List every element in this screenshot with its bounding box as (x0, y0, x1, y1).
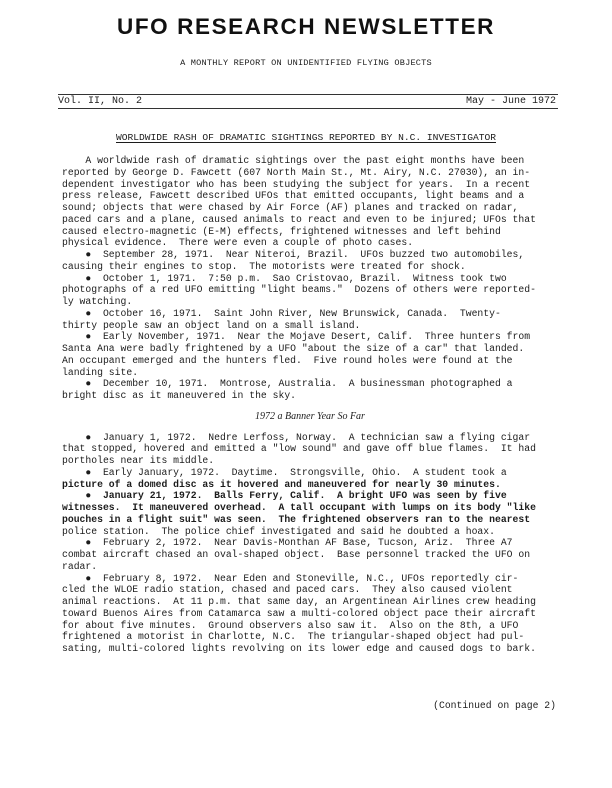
article-headline: WORLDWIDE RASH OF DRAMATIC SIGHTINGS REPORTED BY N.C. INVESTIGATOR (116, 132, 496, 143)
header-rule-top (58, 94, 558, 95)
issue-date: May - June 1972 (465, 96, 556, 107)
text-line: sating, multi-colored lights revolving on its lower edge and caused dogs to bark. (62, 643, 536, 654)
sightings-1971 (62, 249, 558, 402)
text-line: sound; objects that were chased by Air Force (AF) planes and tracked on radar, (62, 202, 519, 213)
text-line: dependent investigator who has been studying the subject for years. In a recent (62, 178, 531, 190)
newsletter-subtitle: A MONTHLY REPORT ON UNIDENTIFIED FLYING OBJECTS (180, 58, 432, 68)
text-line: Santa Ana were badly frightened by a UFO "about the size of a car" that landed. (62, 343, 525, 354)
text-line: frightened a motorist in Charlotte, N.C. The triangular-shaped object had pul- (62, 631, 525, 643)
text-line: that stopped, hovered and emitted a "low sound" and gave off blue flames. It had (62, 443, 536, 455)
article-body (62, 155, 558, 655)
text-line: ● Early November, 1971. Near the Mojave Desert, Calif. Three hunters from (62, 331, 531, 343)
sightings-1972 (62, 432, 558, 655)
intro-paragraph (62, 155, 558, 249)
text-line: An occupant emerged and the hunters fled. Five round holes were found at the (62, 354, 513, 366)
text-line: radar. (62, 560, 98, 572)
text-line: ● Early January, 1972. Daytime. Strongsville, Ohio. A student took a (62, 466, 507, 478)
text-line: ● February 2, 1972. Near Davis-Monthan AF Base, Tucson, Ariz. Three A7 (62, 537, 513, 549)
text-line: landing site. (62, 366, 139, 378)
text-line: reported by George D. Fawcett (607 North Main St., Mt. Airy, N.C. 27030), an in- (62, 166, 531, 178)
text-line: bright disc as it maneuvered in the sky. (62, 390, 297, 401)
text-line: toward Buenos Aires from Catamarca saw a multi-colored object pace their aircraft (62, 607, 536, 619)
text-line: picture of a domed disc as it hovered and maneuvered for nearly 30 minutes. (62, 478, 501, 490)
text-line: ● January 21, 1972. Balls Ferry, Calif. A bright UFO was seen by five (62, 490, 507, 502)
continued-note: (Continued on page 2) (433, 700, 556, 711)
text-line: animal reactions. At 11 p.m. that same day, an Argentinean Airlines crew heading (62, 596, 536, 607)
text-line: for about five minutes. Ground observers also saw it. Also on the 8th, a UFO (62, 619, 519, 631)
text-line: portholes near its middle. (62, 455, 215, 466)
text-line: photographs of a red UFO emitting "light beams." Dozens of others were reported- (62, 284, 536, 296)
newsletter-title: UFO RESEARCH NEWSLETTER (116, 14, 496, 39)
text-line: ● September 28, 1971. Near Niteroi, Brazil. UFOs buzzed two automobiles, (62, 249, 525, 260)
text-line: witnesses. It maneuvered overhead. A tall occupant with lumps on its body "like (62, 502, 536, 513)
text-line: A worldwide rash of dramatic sightings over the past eight months have been (62, 155, 525, 166)
volume-number: Vol. II, No. 2 (58, 96, 143, 107)
text-line: ● October 16, 1971. Saint John River, New Brunswick, Canada. Twenty- (62, 307, 501, 319)
text-line: ● December 10, 1971. Montrose, Australia. A businessman photographed a (62, 378, 513, 390)
text-line: paced cars and a plane, caused animals to react and even to be injured; UFOs that (62, 213, 536, 225)
text-line: cled the WLOE radio station, chased and paced cars. They also caused violent (62, 584, 513, 596)
text-line: ly watching. (62, 296, 133, 307)
text-line: pouches in a flight suit" was seen. The frightened observers ran to the nearest (62, 513, 531, 525)
text-line: caused electro-magnetic (E-M) effects, frightened witnesses and left behind (62, 225, 501, 237)
text-line: press release, Fawcett described UFOs that emitted occupants, light beams and a (62, 190, 525, 202)
text-line: causing their engines to stop. The motorists were treated for shock. (62, 260, 466, 272)
section-heading: 1972 a Banner Year So Far (255, 410, 365, 422)
header-rule-bottom (58, 108, 558, 109)
issue-meta (58, 96, 556, 108)
text-line: physical evidence. There were even a couple of photo cases. (62, 237, 414, 249)
text-line: police station. The police chief investigated and said he doubted a hoax. (62, 525, 495, 537)
text-line: thirty people saw an object land on a small island. (62, 319, 361, 331)
text-line: ● February 8, 1972. Near Eden and Stoneville, N.C., UFOs reportedly cir- (62, 572, 519, 584)
text-line: ● October 1, 1971. 7:50 p.m. Sao Cristovao, Brazil. Witness took two (62, 272, 507, 284)
text-line: combat aircraft chased an oval-shaped object. Base personnel tracked the UFO on (62, 549, 531, 560)
text-line: ● January 1, 1972. Nedre Lerfoss, Norway. A technician saw a flying cigar (62, 431, 531, 443)
